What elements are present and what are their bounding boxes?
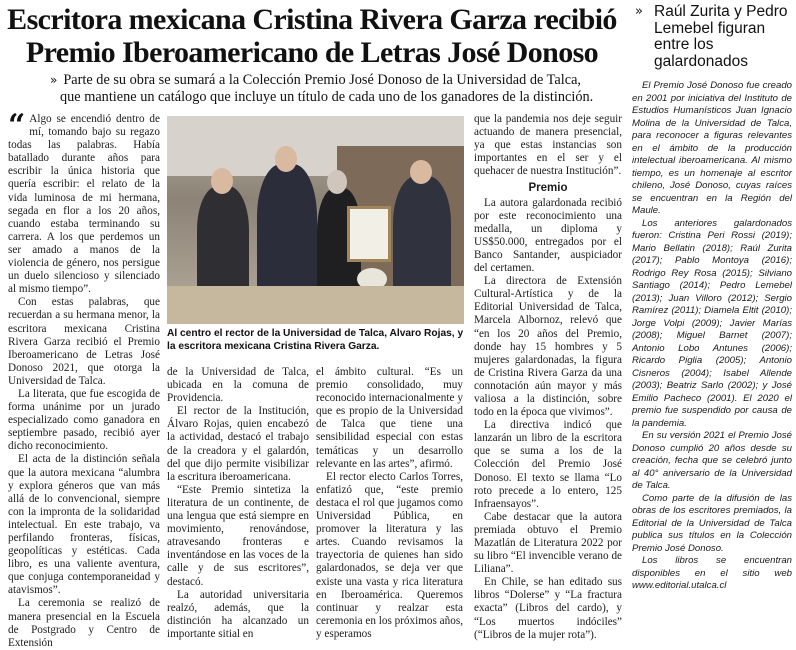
deck-line-1: » Parte de su obra se sumará a la Colección Premio José Donoso de la Universidad de Talca, <box>50 72 581 88</box>
photo-caption: Al centro el rector de la Universidad de Talca, Alvaro Rojas, y la escritora mexicana Cristina Rivera Garza. <box>167 328 464 352</box>
article-column-3 <box>316 366 463 641</box>
headline-line-2: Premio Iberoamericano de Letras José Donoso <box>25 36 599 69</box>
sidebar-box <box>632 4 792 593</box>
paragraph: que la pandemia nos deje seguir actuando de manera presencial, ya que estas instancias son importantes en el ser y el quehacer de nuestra Institución”. <box>474 113 622 178</box>
paragraph: Los anteriores galardonados fueron: Cristina Peri Rossi (2019); Mario Bellatin (2018); Raúl Zurita (2017); Pablo Montoya (2016); Rodrigo Rey Rosa (2015); Silviano Santiago (2014); Pedro Lemebel (2013); Juan Villoro (2012); Sergio Ramírez (2011); Diamela Eltit (2010); Jorge Volpi (2009); Javier Marías (2008); Miguel Barnet (2007); Antonio Lobo Antunes (2006); Ricardo Piglia (2005); Antonio Cisneros (2004); Isabel Allende (2003); Beatriz Sarlo (2002); y José Emilio Pacheco (2001). El 2020 el premio fue suspendido por causa de la pandemia. <box>632 217 792 429</box>
paragraph: de la Universidad de Talca, ubicada en la comuna de Providencia. <box>167 366 309 405</box>
paragraph: El rector de la Institución, Álvaro Rojas, quien encabezó la actividad, destacó el trabajo de la creadora y el galardón, del que dijo permite visibilizar la escritura iberoamericana. <box>167 405 309 483</box>
headline-line-1: Escritora mexicana Cristina Rivera Garza recibió <box>7 3 617 36</box>
headline <box>6 3 618 69</box>
paragraph: En su versión 2021 el Premio José Donoso cumplió 20 años desde su creación, fecha que se celebró junto al 40° aniversario de la Universidad de Talca. <box>632 430 792 491</box>
open-quote-icon: “ <box>8 108 26 143</box>
diploma-frame <box>347 206 391 262</box>
paragraph: Con estas palabras, que recuerdan a su hermana menor, la escritora mexicana Cristina Rivera Garza recibió el Premio Iberoamericano de Letras José Donoso 2021, que otorga la Universidad de Talca. <box>8 296 160 387</box>
paragraph: Cabe destacar que la autora premiada obtuvo el Premio Mazatlán de Literatura 2022 por su libro “El invencible verano de Liliana”. <box>474 510 622 576</box>
paragraph: “Este Premio sintetiza la literatura de un continente, de una lengua que está siempre en movimiento, renovándose, atravesando fronteras e inventándose en las voces de la calle y de sus escritores”, destacó. <box>167 483 309 588</box>
paragraph: La ceremonia se realizó de manera presencial en la Escuela de Postgrado y Centro de Extensión <box>8 597 160 649</box>
paragraph: La autoridad universitaria realzó, además, que la distinción ha alcanzado un importante sitial en <box>167 588 309 640</box>
paragraph: La literata, que fue escogida de forma unánime por un jurado especializado como ganadora en septiembre pasado, recibió ayer dicho reconocimiento. <box>8 387 160 453</box>
paragraph: En Chile, se han editado sus libros “Dolerse” y “La fractura exacta” (Libros del cardo), y “Los muertos indóciles” (“Libros de la mujer rota”). <box>474 576 622 641</box>
article-column-4 <box>474 113 622 642</box>
paragraph: Los libros se encuentran disponibles en el sitio web www.editorial.utalca.cl <box>632 555 792 591</box>
double-chevron-icon: » <box>50 73 58 87</box>
article-column-2 <box>167 366 309 641</box>
paragraph: “ Algo se encendió dentro de mí, tomando bajo su regazo todas las palabras. Había batallado durante años para escribir la única historia que quería escribir: el relato de la vida luminosa de mi hermana, segada en flor a los 20 años, cuando estaba terminando su carrera. A los que perdemos un ser amado a manos de la violencia de género, nos persigue un duelo silencioso y silenciado al mismo tiempo”. <box>8 108 160 296</box>
article-column-1 <box>8 108 160 650</box>
paragraph: La autora galardonada recibió por este reconocimiento una medalla, un diploma y US$50.000, entregados por el Banco Santander, auspiciador del certamen. <box>474 196 622 275</box>
sidebar-title: » Raúl Zurita y Pedro Lemebel figuran entre los galardonados <box>635 3 788 70</box>
paragraph: Como parte de la difusión de las obras de los escritores premiados, la Editorial de la Universidad de Talca publica sus títulos en la Colección Premio José Donoso. <box>632 492 792 554</box>
section-heading: Premio <box>528 182 568 195</box>
paragraph: el ámbito cultural. “Es un premio consolidado, muy reconocido internacionalmente y que es propio de la Universidad de Talca que tiene una sensibilidad especial con estas temáticas y un desarrollo relevante en las artes”, afirmó. <box>316 366 463 470</box>
deck-line-2: que mantiene un catálogo que incluye un título de cada uno de los ganadores de la distinción. <box>60 89 594 105</box>
paragraph: La directiva indicó que lanzarán un libro de la escritora que se suma a los de la Colección del Premio José Donoso. El texto se llama “Lo roto precede a lo entero, 125 Infraensayos”. <box>474 419 622 510</box>
event-photo <box>167 116 464 324</box>
double-chevron-icon: » <box>635 4 643 19</box>
sidebar-body <box>632 80 792 593</box>
deck <box>50 72 610 106</box>
paragraph: El Premio José Donoso fue creado en 2001 por iniciativa del Instituto de Estudios Humanísticos Juan Ignacio Molina de la Universidad de Talca, para reconocer a figuras relevantes en el ámbito de la producción intelectual iberoamericana. Al mismo tiempo, es un homenaje al escritor chileno, José Donoso, cuyas raíces se encuentran en la Región del Maule. <box>632 80 792 216</box>
paragraph: El acta de la distinción señala que la autora mexicana “alumbra y explora géneros que van más allá de lo convencional, siempre con la impronta de la solidaridad intelectual. En este trabajo, va perfilando fronteras, físicas, geopolíticas y estéticas. Cada libro, es una valiente aventura, que conjuga contemporaneidad y atavismos”. <box>8 453 160 597</box>
paragraph: La directora de Extensión Cultural-Artística y de la Editorial Universidad de Talca, Marcela Albornoz, relevó que “en los 20 años del Premio, donde hay 15 hombres y 5 mujeres galardonadas, la figura de Cristina Rivera Garza da una connotación aún mayor y más valiosa a la distinción, sobre todo en la época que vivimos”. <box>474 275 622 419</box>
paragraph: El rector electo Carlos Torres, enfatizó que, “este premio destaca el rol que jugamos como Universidad Pública, en promover la literatura y las artes. Cuando revisamos la trayectoria de quienes han sido galardonados, se deja ver que existe una vasta y rica literatura en Iberoamérica. Queremos continuar y realzar esta ceremonia en los próximos años, y esperamos <box>316 470 463 640</box>
